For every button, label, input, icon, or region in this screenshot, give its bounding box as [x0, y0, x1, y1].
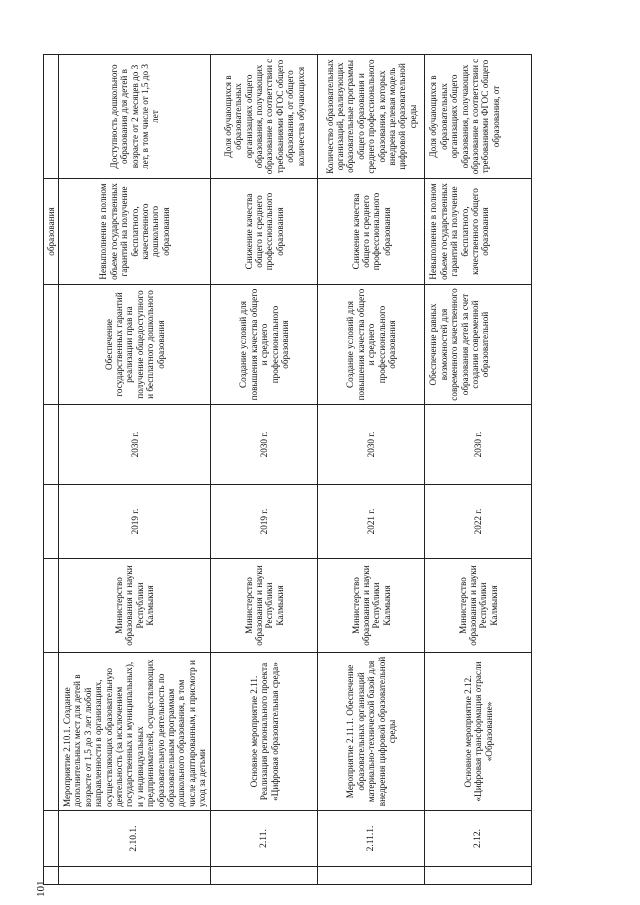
header-spacer — [44, 811, 59, 867]
expected-result: Обеспечение государственных гарантий реализации прав на получение общедоступного и бесплатного дошкольного образования — [59, 285, 211, 405]
event-name: Мероприятие 2.11.1. Обеспечение образовательных организаций материально-технической базой для внедрения цифровой образовательной среды — [318, 653, 425, 811]
indicator: Количество образовательных организаций, реализующих образовательные программы общего образования и среднего профессионального образования, в которых внедрена целевая модель цифровой образовательной среды — [318, 55, 425, 179]
spacer-cell — [318, 867, 425, 885]
table-row — [318, 55, 425, 885]
header-spacer — [44, 405, 59, 485]
header-spacer — [44, 285, 59, 405]
start-year: 2022 г. — [425, 485, 532, 559]
rotated-document-page — [35, 27, 605, 897]
expected-result: Создание условий для повышения качества общего и среднего профессионального образования — [211, 285, 318, 405]
end-year: 2030 г. — [59, 405, 211, 485]
executor: Министерство образования и науки Республики Калмыкия — [425, 559, 532, 653]
executor: Министерство образования и науки Республики Калмыкия — [211, 559, 318, 653]
executor: Министерство образования и науки Республики Калмыкия — [318, 559, 425, 653]
row-code: 2.12. — [425, 811, 532, 867]
end-year: 2030 г. — [318, 405, 425, 485]
spacer-cell — [59, 867, 211, 885]
header-spacer — [44, 867, 59, 885]
expected-result: Обеспечение равных возможностей для современного качественного образования детей за счет создания современной образовательной — [425, 285, 532, 405]
row-code: 2.10.1. — [59, 811, 211, 867]
executor: Министерство образования и науки Республики Калмыкия — [59, 559, 211, 653]
table-row — [211, 55, 318, 885]
indicator: Доля обучающихся в образовательных организациях общего образования, получающих образование в соответствии с требованиями ФГОС общего образования, от общего количества обучающихся — [211, 55, 318, 179]
header-spacer — [44, 55, 59, 179]
table-row — [59, 55, 211, 885]
end-year: 2030 г. — [425, 405, 532, 485]
row-code: 2.11. — [211, 811, 318, 867]
non-fulfillment-consequence: Невыполнение в полном объеме государственных гарантий на получение бесплатного, качественного дошкольного образования — [59, 179, 211, 285]
row-code: 2.11.1. — [318, 811, 425, 867]
header-section-label: образования — [44, 179, 59, 285]
program-events-table — [43, 54, 532, 885]
header-spacer — [44, 559, 59, 653]
table-header-row — [44, 55, 59, 885]
non-fulfillment-consequence: Снижение качества общего и среднего профессионального образования — [211, 179, 318, 285]
table-row — [425, 55, 532, 885]
page-number: 101 — [35, 880, 47, 897]
start-year: 2021 г. — [318, 485, 425, 559]
start-year: 2019 г. — [59, 485, 211, 559]
spacer-cell — [425, 867, 532, 885]
expected-result: Создание условий для повышения качества общего и среднего профессионального образования — [318, 285, 425, 405]
end-year: 2030 г. — [211, 405, 318, 485]
event-name: Основное мероприятие 2.11. Реализация регионального проекта «Цифровая образовательная среда» — [211, 653, 318, 811]
header-spacer — [44, 653, 59, 811]
non-fulfillment-consequence: Невыполнение в полном объеме государственных гарантий на получение бесплатного, качественного общего образования — [425, 179, 532, 285]
indicator: Доступность дошкольного образования для детей в возрасте от 2 месяцев до 3 лет, в том числе от 1,5 до 3 лет — [59, 55, 211, 179]
spacer-cell — [211, 867, 318, 885]
event-name: Основное мероприятие 2.12. «Цифровая трансформация отрасли «Образование» — [425, 653, 532, 811]
indicator: Доля обучающихся в образовательных организациях общего образования, получающих образование в соответствии с требованиями ФГОС общего образования, от — [425, 55, 532, 179]
non-fulfillment-consequence: Снижение качества общего и среднего профессионального образования — [318, 179, 425, 285]
start-year: 2019 г. — [211, 485, 318, 559]
header-spacer — [44, 485, 59, 559]
event-name: Мероприятие 2.10.1. Создание дополнительных мест для детей в возрасте от 1,5 до 3 лет любой направленности в организациях, осуществляющих образовательную деятельность (за исключением государственных и муниципальных), и у индивидуальных предпринимателей, осуществляющих образовательную деятельность по образовательным программам дошкольного образования, в том числе адаптированным, и присмотр и уход за детьми — [59, 653, 211, 811]
